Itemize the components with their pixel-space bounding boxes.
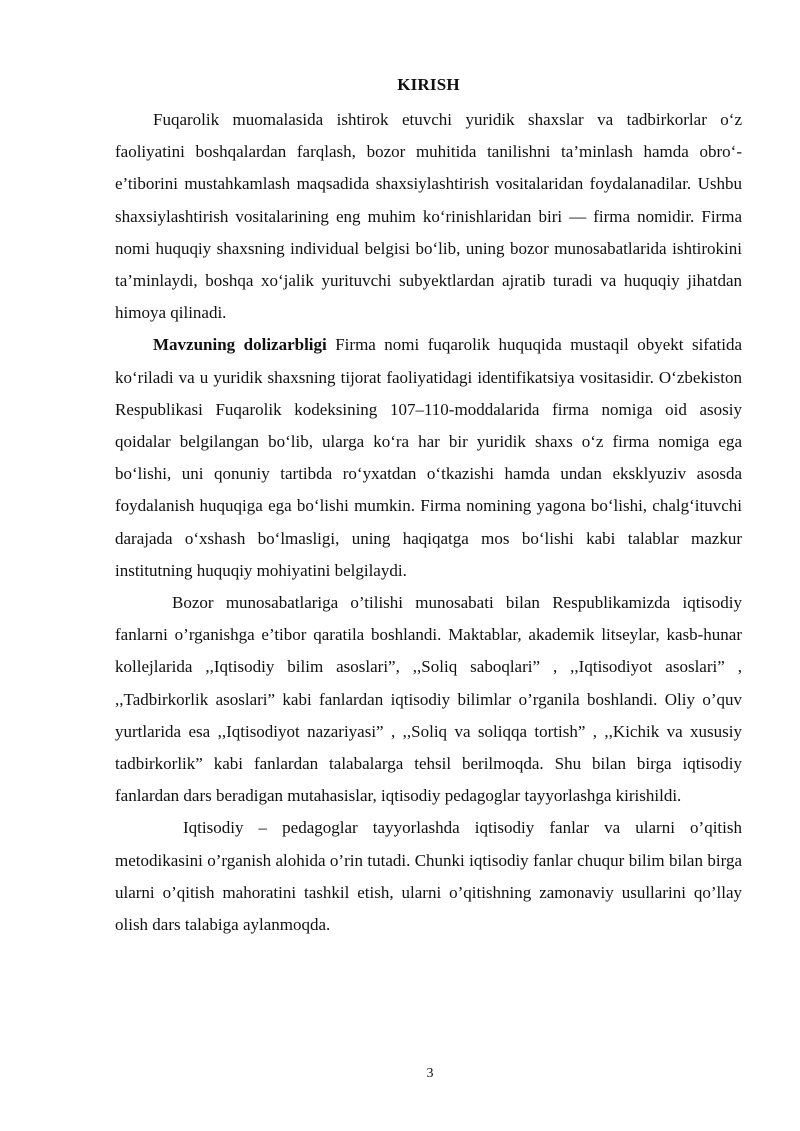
paragraph-text: Bozor munosabatlariga o’tilishi munosabati bilan Respublikamizda iqtisodiy fanlarni o’rganishga e’tibor qaratila boshlandi. Maktablar, akademik litseylar, kasb-hunar kollejlarida ,,Iqtisodiy bilim asoslari”, ,,Soliq saboqlari” , ,,Iqtisodiyot asoslari” , ,,Tadbirkorlik asoslari” kabi fanlardan iqtisodiy bilimlar o’rganila boshlandi. Oliy o’quv yurtlarida esa ,,Iqtisodiyot nazariyasi” , ,,Soliq va soliqqa tortish” , ,,Kichik va xususiy tadbirkorlik” kabi fanlardan talabalarga tehsil berilmoqda. Shu bilan birga iqtisodiy fanlardan dars beradigan mutahasislar, iqtisodiy pedagoglar tayyorlashga kirishildi.	[115, 593, 742, 806]
paragraph-market-relations	[115, 587, 742, 812]
paragraph-text: Firma nomi fuqarolik huquqida mustaqil obyekt sifatida ko‘riladi va u yuridik shaxsning tijorat faoliyatidagi identifikatsiya vositasidir. O‘zbekiston Respublikasi Fuqarolik kodeksining 107–110-moddalarida firma nomiga oid asosiy qoidalar belgilangan bo‘lib, ularga ko‘ra har bir yuridik shaxs o‘z firma nomiga ega bo‘lishi, uni qonuniy tartibda ro‘yxatdan o‘tkazishi hamda undan eksklyuziv asosda foydalanish huquqiga ega bo‘lishi mumkin. Firma nomining yagona bo‘lishi, chalg‘ituvchi darajada o‘xshash bo‘lmasligi, uning haqiqatga mos bo‘lishi kabi talablar mazkur institutning huquqiy mohiyatini belgilaydi.	[115, 335, 743, 580]
section-heading: KIRISH	[397, 75, 460, 94]
document-body	[115, 74, 742, 941]
paragraph-relevance	[115, 329, 742, 587]
paragraph-text: Fuqarolik muomalasida ishtirok etuvchi yuridik shaxslar va tadbirkorlar o‘z faoliyatini boshqalardan farqlash, bozor muhitida tanilishni ta’minlash hamda obro‘-e’tiborini mustahkamlash maqsadida shaxsiylashtirish vositalaridan foydalanadilar. Ushbu shaxsiylashtirish vositalarining eng muhim ko‘rinishlaridan biri — firma nomidir. Firma nomi huquqiy shaxsning individual belgisi bo‘lib, uning bozor munosabatlarida ishtirokini ta’minlaydi, boshqa xo‘jalik yurituvchi subyektlardan ajratib turadi va huquqiy jihatdan himoya qilinadi.	[115, 110, 742, 323]
paragraph-text: Iqtisodiy – pedagoglar tayyorlashda iqtisodiy fanlar va ularni o’qitish metodikasini o’rganish alohida o’rin tutadi. Chunki iqtisodiy fanlar chuqur bilim bilan birga ularni o’qitish mahoratini tashkil etish, ularni o’qitishning zamonaviy usullarini qo’llay olish dars talabiga aylanmoqda.	[115, 818, 742, 935]
page-number: 3	[426, 1066, 434, 1081]
paragraph-intro	[115, 104, 742, 329]
paragraph-pedagogues	[115, 812, 742, 941]
paragraph-lead: Mavzuning dolizarbligi	[153, 335, 327, 355]
